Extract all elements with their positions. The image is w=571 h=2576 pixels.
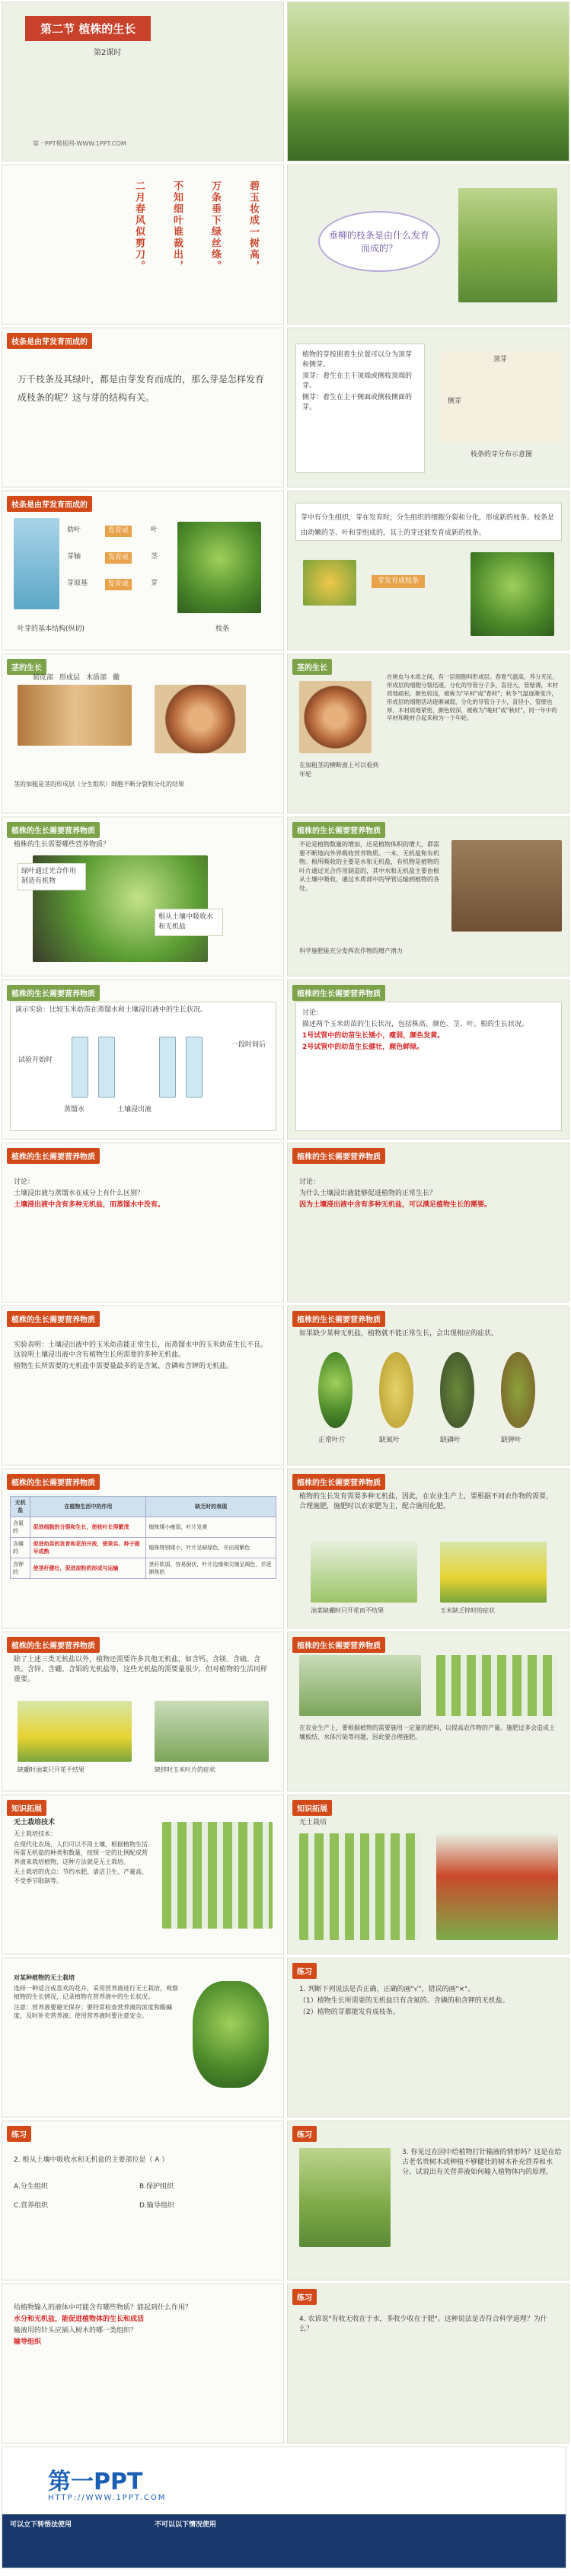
section-tag: 植株的生长需要营养物质 — [7, 1474, 100, 1490]
tube-4 — [186, 1037, 203, 1098]
activity-title: 对某种植物的无土栽培 — [14, 1974, 75, 1981]
table-cell: 促进细胞的分裂和生长，使枝叶长得繁茂 — [30, 1517, 146, 1538]
discuss-answer: 因为土壤浸出液中含有多种无机盐，可以满足植物生长的需要。 — [299, 1201, 492, 1210]
discussion-3-slide — [287, 1143, 569, 1302]
tree-photo-slide — [287, 2, 569, 161]
label-stem: 茎 — [151, 553, 158, 561]
section-tag: 练习 — [292, 1963, 317, 1979]
section-tag: 植株的生长需要营养物质 — [7, 1311, 100, 1327]
section-tag: 植株的生长需要营养物质 — [7, 985, 100, 1001]
soilless-point-3: 无土栽培的优点：节约水肥、清洁卫生、产量高、不受季节限制等。 — [14, 1868, 148, 1884]
tree-injection-image — [299, 2148, 391, 2247]
discuss-answer: 土壤浸出液中含有多种无机盐，而蒸馏水中没有。 — [14, 1201, 165, 1210]
new-branch-image — [471, 552, 554, 636]
section-tag: 植株的生长需要营养物质 — [292, 1474, 385, 1490]
label-leaf: 叶 — [151, 526, 158, 534]
arrow-develop-2: 发育成 — [105, 552, 132, 564]
exercise-question: 2. 根从土壤中吸收水和无机盐的主要部位是（ A ） — [14, 2156, 169, 2164]
farm-photo-1 — [299, 1655, 421, 1716]
photo-2 — [440, 1542, 547, 1603]
activity-desc: 选择一种适合或喜欢的花卉，采用营养液进行无土栽培，观察植物的生长情况，记录植物在营养液中的生长状况。 — [14, 1984, 178, 2001]
leaf-no-n — [379, 1352, 413, 1428]
bud-image — [303, 560, 356, 606]
nutrition-question: 植株的生长需要哪些营养物质？ — [14, 841, 110, 849]
table-header-row — [11, 1497, 276, 1517]
label-pith: 髓 — [113, 674, 120, 682]
branch-diagram — [440, 351, 562, 443]
ring-text: 在树皮与木质之间，有一层细胞叫形成层。春夏气温高，养分充足，形成层的细胞分裂迅速，分化的导管分子多，直径大，管壁薄，木材质地疏松，颜色较浅，被称为"早材"或"春材"；秋冬气温逐渐变冷，形成层的细胞活动逐渐减弱，分化的导管分子少，直径小，管壁也厚，木材质地紧密，颜色较深，被称为"晚材"或"秋材"。同一年中的早材和晚材合起来称为一个年轮。 — [387, 673, 558, 722]
label-start: 试验开始时 — [18, 1056, 53, 1064]
caption-no-n: 缺氮叶 — [379, 1437, 400, 1444]
question-bubble: 垂柳的枝条是由什么发育而成的？ — [318, 211, 440, 272]
trace-element-slide — [2, 1632, 284, 1791]
table-slide — [2, 1469, 284, 1628]
section-tag: 植株的生长需要营养物质 — [292, 1311, 385, 1327]
fertilizer-slide — [287, 1469, 569, 1628]
discussion-2-slide — [2, 1143, 284, 1302]
answer-q1: 给植物输入的液体中可能含有哪些物质？能起到什么作用？ — [14, 2304, 193, 2312]
discuss-label: 讨论： — [299, 1178, 321, 1186]
caption-normal: 正常叶片 — [318, 1437, 346, 1444]
exercise-3-slide — [287, 2121, 569, 2280]
tube-2 — [98, 1037, 115, 1098]
develop-text: 芽中有分生组织，芽在发育时，分生组织的细胞分裂和分化，形成新的枝条。枝条是由幼嫩的茎、叶和芽组成的，其上的芽还能发育成新的枝条。 — [301, 514, 555, 538]
table-row — [11, 1558, 276, 1579]
leaf-no-p — [440, 1352, 474, 1428]
soilless-photo-title: 无土栽培 — [299, 1819, 327, 1827]
bud-develop-slide — [287, 491, 569, 650]
exercise-question: 1. 判断下列说法是否正确，正确的画"√"，错误的画"×"。 — [299, 1986, 475, 1993]
activity-note: 注意：营养液要避光保存；要经常检查营养液的浓度和酸碱度，及时补充营养液；使用营养液时要注意安全。 — [14, 2003, 172, 2020]
label-bud-axis: 芽轴 — [67, 553, 81, 561]
section-tag: 练习 — [292, 2289, 317, 2305]
section-tag: 植株的生长需要营养物质 — [292, 1637, 385, 1653]
soilless-point-1: 无土栽培技术： — [14, 1830, 56, 1837]
discuss-block — [299, 1178, 558, 1212]
fertilizer-text: 植物的生长发育需要多种无机盐，因此，在农业生产上，要根据不同农作物的需要，合理施肥，施肥时以农家肥为主，配合施用化肥。 — [299, 1493, 553, 1511]
answer-q2: 输液用的针头应插入树木的哪一类组织？ — [14, 2327, 138, 2335]
footer-bar — [2, 2514, 566, 2568]
label-distilled: 蒸馏水 — [64, 1106, 85, 1114]
footer-col2-title: 不可以以下情况使用 — [155, 2521, 217, 2529]
footer-logo: 第一PPT — [48, 2469, 143, 2495]
experiment-slide — [2, 980, 284, 1139]
ring-slide — [287, 654, 569, 813]
discuss-question: 描述两个玉米幼苗的生长状况，包括株高、颜色、茎、叶、根的生长状况。 — [302, 1021, 529, 1029]
soilless-title: 无土栽培技术 — [14, 1819, 56, 1827]
label-top-bud: 顶芽 — [493, 356, 508, 363]
slide-footer-text: 第一PPT模板网-WWW.1PPT.COM — [33, 140, 126, 147]
exercise-block — [299, 1985, 558, 2019]
label-phloem: 韧皮部 — [33, 674, 54, 682]
farming-slide — [287, 1632, 569, 1791]
section-tag: 练习 — [7, 2126, 31, 2142]
label-xylem: 木质部 — [86, 674, 107, 682]
section-tag: 植株的生长需要营养物质 — [292, 1148, 385, 1164]
conclusion-1: 实验表明：土壤浸出液中的玉米幼苗能正常生长，而蒸馏水中的玉米幼苗生长不良。这说明土壤浸出液中含有植物生长所需要的多种无机盐。 — [14, 1341, 268, 1360]
table-cell: 含氮的 — [11, 1517, 30, 1538]
conclusion-slide — [2, 1306, 284, 1465]
photo-2-caption: 玉米缺乏锌时的症状 — [440, 1607, 495, 1614]
answer-block — [14, 2303, 273, 2349]
root-label: 根从土壤中吸收水和无机盐 — [155, 909, 223, 936]
exercise-1-slide — [287, 1958, 569, 2117]
exercise-question: 4. 农谚说"有收无收在于水，多收少收在于肥"。这种说法是否符合科学道理？为什么？ — [299, 2316, 547, 2334]
tube-3 — [159, 1037, 176, 1098]
leaf-normal — [318, 1352, 352, 1428]
corn-caption: 缺锌时玉米叶片的症状 — [155, 1766, 215, 1773]
section-tag: 练习 — [292, 2126, 317, 2142]
answer-a1: 水分和无机盐，能促进植物体的生长和成活 — [14, 2316, 145, 2324]
rape-caption: 缺硼时油菜只开花不结果 — [18, 1766, 85, 1773]
soilless-block — [14, 1830, 151, 1887]
nutrition-question-slide — [2, 817, 284, 976]
label-side-bud: 侧芽 — [448, 398, 462, 405]
farming-text: 在农业生产上，要根据植物的需要施用一定量的肥料，以提高农作物的产量。施肥过多会造成土壤板结、水体污染等问题，因此要合理施肥。 — [299, 1724, 555, 1740]
bud-structure-slide — [2, 491, 284, 650]
corn-image — [155, 1701, 269, 1762]
label-soil-extract: 土壤浸出液 — [117, 1106, 152, 1114]
point-1: 植物的芽按照着生位置可以分为顶芽和侧芽。 — [302, 351, 413, 369]
header-cell: 在植物生活中的作用 — [30, 1497, 146, 1517]
poem-line-4: 二月春风似剪刀。 — [133, 181, 145, 272]
table-row — [11, 1538, 276, 1558]
label-bud: 芽 — [151, 580, 158, 587]
potted-plant-image — [193, 1981, 269, 2088]
section-tag: 植株的生长需要营养物质 — [292, 985, 385, 1001]
table-cell: 植株矮小瘦弱，叶片发黄 — [146, 1517, 276, 1538]
answer-a2: 输导组织 — [14, 2338, 42, 2347]
label-bud-primordium: 芽原基 — [67, 580, 88, 587]
discuss-question: 土壤浸出液与蒸馏水在成分上有什么区别？ — [14, 1190, 145, 1198]
soilless-photo-slide — [287, 1795, 569, 1954]
footer-slide — [2, 2447, 566, 2568]
discuss-label: 讨论： — [14, 1178, 35, 1186]
arrow-develop-3: 发育成 — [105, 579, 132, 590]
discuss-answer-1: 1号试管中的幼苗生长矮小，瘦弱，颜色发黄。 — [302, 1032, 445, 1040]
ring-caption: 在加粗茎的横断面上可以看到年轮 — [299, 762, 378, 778]
photo-right — [436, 1833, 558, 1940]
poem-line-2: 万条垂下绿丝绦。 — [209, 181, 221, 272]
nutrition-text: 不论是植物数量的增加，还是植物体积的增大，都需要不断地向外界吸收营养物质。一本、无机盐和有机物。根所吸收的主要是水和无机盐，有机物是植物的叶片通过光合作用制造的，其中水和无机盐主要由根从土壤中吸收，通过木质部中的导管运输到植物的各处。 — [299, 841, 439, 892]
slide-title — [2, 2, 284, 161]
bud-intro-slide — [2, 328, 284, 487]
section-tag: 知识拓展 — [292, 1800, 332, 1816]
fertilizer-caption: 科学施肥能充分发挥农作物的增产潜力 — [299, 948, 403, 954]
stem-caption: 茎的加粗是茎的形成层（分生组织）细胞不断分裂和分化的结果 — [14, 781, 184, 788]
lesson-subtitle: 第2课时 — [94, 49, 122, 57]
table-cell: 使茎秆健壮，促进淀粉的形成与运输 — [30, 1558, 146, 1579]
point-3: 侧芽：着生在主干侧面或侧枝侧面的芽。 — [302, 394, 413, 412]
discussion-box — [295, 1002, 562, 1131]
leaf-label: 绿叶通过光合作用制造有机物 — [18, 863, 86, 890]
section-tag: 知识拓展 — [7, 1800, 46, 1816]
stem-block-image — [18, 685, 132, 746]
bud-position-slide — [287, 328, 569, 487]
option-a: A.分生组织 — [14, 2183, 48, 2191]
arrow-develop-1: 发育成 — [105, 526, 132, 537]
wood-section-image — [155, 685, 246, 753]
option-b: B.保护组织 — [139, 2183, 174, 2191]
section-tag: 茎的生长 — [7, 659, 46, 675]
exercise-item-1: （1）植物生长所需要的无机盐只有含氮的、含磷的和含钾的无机盐。 — [299, 1997, 509, 2006]
intro-text: 万千枝条及其绿叶，都是由芽发育而成的，那么芽是怎样发育成枝条的呢？这与芽的结构有关。 — [18, 374, 265, 403]
experiment-intro: 演示实验：比较玉米幼苗在蒸馏水和土壤浸出液中的生长状况。 — [15, 1006, 208, 1014]
discuss-label: 讨论： — [302, 1009, 324, 1017]
photo-left — [299, 1833, 421, 1940]
mineral-table — [10, 1496, 276, 1579]
fertilizer-image — [451, 840, 562, 932]
table-cell: 含钾的 — [11, 1558, 30, 1579]
exercise-item-2: （2）植物的芽都能发育成枝条。 — [299, 2009, 400, 2017]
branch-caption: 枝条 — [215, 625, 230, 633]
exercise-4-slide — [287, 2284, 569, 2443]
label-later: 一段时间后 — [231, 1041, 266, 1049]
caption-no-p: 缺磷叶 — [440, 1437, 461, 1444]
soilless-point-2: 在现代化农场，人们可以不用土壤，根据植物生活所需无机盐的种类和数量，按照一定的比例配成营养液来栽培植物，这种方法就是无土栽培。 — [14, 1840, 148, 1865]
photo-1 — [311, 1542, 417, 1603]
exercise-2-slide — [2, 2121, 284, 2280]
willow-image — [458, 188, 557, 302]
slide-main-title: 第二节 植株的生长 — [25, 16, 151, 41]
label-young-leaf: 幼叶 — [67, 526, 81, 534]
section-tag: 植株的生长需要营养物质 — [7, 822, 100, 838]
poem-line-3: 不知细叶谁裁出， — [171, 181, 183, 272]
poem-line-1: 碧玉妆成一树高， — [247, 181, 259, 272]
header-cell: 无机盐 — [11, 1497, 30, 1517]
discuss-block — [14, 1178, 273, 1212]
exercise-question: 3. 你见过在园中给植物打针输液的情形吗？这是在给古老名贵树木或种植不够健壮的树木补充营养和水分。试说出有关营养液如何输入植物体内的原理。 — [402, 2149, 562, 2177]
farm-photo-2 — [436, 1655, 558, 1716]
deficiency-slide — [287, 1306, 569, 1465]
diagram-caption: 枝条的芽分布示意图 — [471, 451, 533, 459]
soilless-slide — [2, 1795, 284, 1954]
table-cell: 茎秆软弱，容易倒伏，叶片边缘和尖端呈褐色，并逐渐焦枯 — [146, 1558, 276, 1579]
activity-slide — [2, 1958, 284, 2117]
tree-ring-image — [299, 681, 372, 753]
table-cell: 含磷的 — [11, 1538, 30, 1558]
experiment-box — [10, 1002, 276, 1131]
section-tag: 茎的生长 — [292, 659, 332, 675]
section-tag: 植株的生长需要营养物质 — [7, 1637, 100, 1653]
poem-slide — [2, 165, 284, 324]
header-cell: 缺乏时的表现 — [146, 1497, 276, 1517]
points-box — [295, 344, 425, 473]
section-tag: 植株的生长需要营养物质 — [7, 1148, 100, 1164]
table-cell: 植株特别矮小，叶片呈暗绿色，并出现紫色 — [146, 1538, 276, 1558]
develop-arrow-label: 芽发育成枝条 — [372, 575, 425, 588]
table-cell: 促进幼苗的发育和花的开放，使果实、种子提早成熟 — [30, 1538, 146, 1558]
conclusion-2: 植物生长所需要的无机盐中需要量最多的是含氮、含磷和含钾的无机盐。 — [14, 1363, 234, 1371]
caption-no-k: 缺钾叶 — [501, 1437, 522, 1444]
tube-1 — [72, 1037, 88, 1098]
deficiency-text: 如果缺少某种无机盐，植物就不能正常生长，会出现相应的症状。 — [299, 1330, 499, 1338]
structure-caption: 叶芽的基本结构(纵切) — [18, 625, 85, 633]
bud-section-image — [14, 518, 59, 609]
section-tag: 植株的生长需要营养物质 — [292, 822, 385, 838]
discussion-1-slide — [287, 980, 569, 1139]
branch-image — [177, 522, 261, 613]
point-2: 顶芽：着生在主干顶端或侧枝顶端的芽。 — [302, 372, 413, 391]
nutrition-text-slide — [287, 817, 569, 976]
question-slide — [287, 165, 569, 324]
answer-slide — [2, 2284, 284, 2443]
option-d: D.输导组织 — [139, 2202, 174, 2210]
trace-text: 除了上述三类无机盐以外，植物还需要许多其他无机盐，如含钙、含镁、含硫、含铁、含锌、含硼、含钼的无机盐等，这些无机盐的需要量很少，但对植物的生活同样重要。 — [14, 1656, 268, 1684]
section-tag: 枝条是由芽发育而成的 — [7, 496, 92, 512]
activity-block — [14, 1974, 181, 2022]
discuss-question: 为什么土壤浸出液能够促进植物的正常生长？ — [299, 1190, 437, 1198]
footer-col1-title: 可以立下转悟法使用 — [10, 2521, 72, 2529]
label-cambium: 形成层 — [59, 674, 81, 682]
conclusion-block — [14, 1341, 273, 1373]
soilless-image — [162, 1822, 273, 1929]
rape-image — [18, 1701, 132, 1762]
text-box — [295, 503, 562, 541]
footer-url: HTTP://WWW.1PPT.COM — [48, 2494, 167, 2502]
option-c: C.营养组织 — [14, 2202, 49, 2210]
table-row — [11, 1517, 276, 1538]
leaf-no-k — [501, 1352, 535, 1428]
photo-1-caption: 油菜缺硼时只开花而不结果 — [311, 1607, 384, 1614]
stem-structure-slide — [2, 654, 284, 813]
discuss-answer-2: 2号试管中的幼苗生长健壮，颜色鲜绿。 — [302, 1044, 424, 1052]
section-tag: 枝条是由芽发育而成的 — [7, 333, 92, 349]
